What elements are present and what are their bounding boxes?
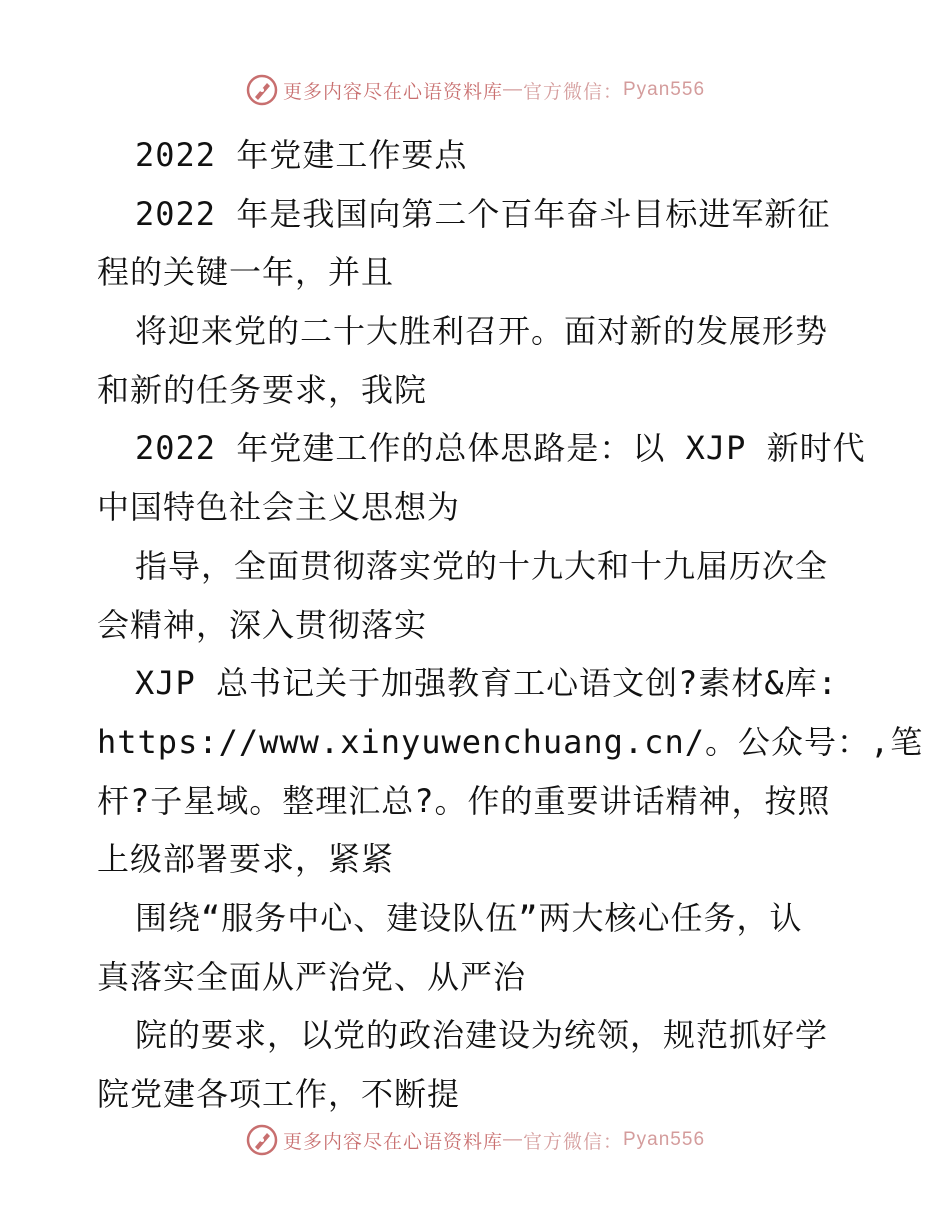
pen-nib-logo-icon xyxy=(245,73,279,107)
doc-line: 院党建各项工作，不断提 xyxy=(97,1075,461,1113)
footer-watermark xyxy=(0,1120,950,1160)
watermark-account: Pyan556 xyxy=(623,79,706,100)
doc-line: 围绕“服务中心、建设队伍”两大核心任务，认 xyxy=(135,898,803,937)
watermark-main-text: 更多内容尽在心语资料库 xyxy=(282,1131,503,1153)
doc-line: 2022 年是我国向第二个百年奋斗目标进军新征 xyxy=(135,194,831,233)
doc-line: 和新的任务要求，我院 xyxy=(97,370,428,409)
watermark-official-label: 官方微信： xyxy=(522,1131,623,1153)
watermark-official-label: 官方微信： xyxy=(522,81,623,103)
doc-line: 2022 年党建工作的总体思路是：以 XJP 新时代 xyxy=(135,429,866,468)
doc-line: 杆?子星域。整理汇总?。作的重要讲话精神，按照 xyxy=(97,781,831,820)
doc-line: 2022 年党建工作要点 xyxy=(135,136,468,174)
doc-line: 将迎来党的二十大胜利召开。面对新的发展形势 xyxy=(135,312,829,351)
doc-line: 指导，全面贯彻落实党的十九大和十九届历次全 xyxy=(135,546,829,585)
doc-line: 中国特色社会主义思想为 xyxy=(97,488,461,527)
watermark-main-text: 更多内容尽在心语资料库 xyxy=(282,81,503,103)
doc-line: 会精神，深入贯彻落实 xyxy=(97,605,428,644)
watermark-dash: — xyxy=(502,1129,523,1150)
doc-line: 上级部署要求，紧紧 xyxy=(97,840,395,879)
watermark-dash: — xyxy=(502,79,523,100)
doc-line: 程的关键一年，并且 xyxy=(97,253,395,292)
doc-line: https://www.xinyuwenchuang.cn/。公众号：,笔 xyxy=(97,722,924,761)
pen-nib-logo-icon xyxy=(245,1123,279,1157)
document-body xyxy=(97,126,924,1124)
header-watermark xyxy=(0,70,950,110)
doc-line: XJP 总书记关于加强教育工心语文创?素材&库: xyxy=(135,664,838,703)
doc-line: 院的要求，以党的政治建设为统领，规范抓好学 xyxy=(135,1016,829,1055)
watermark-account: Pyan556 xyxy=(623,1129,706,1150)
doc-line: 真落实全面从严治党、从严治 xyxy=(97,957,527,996)
